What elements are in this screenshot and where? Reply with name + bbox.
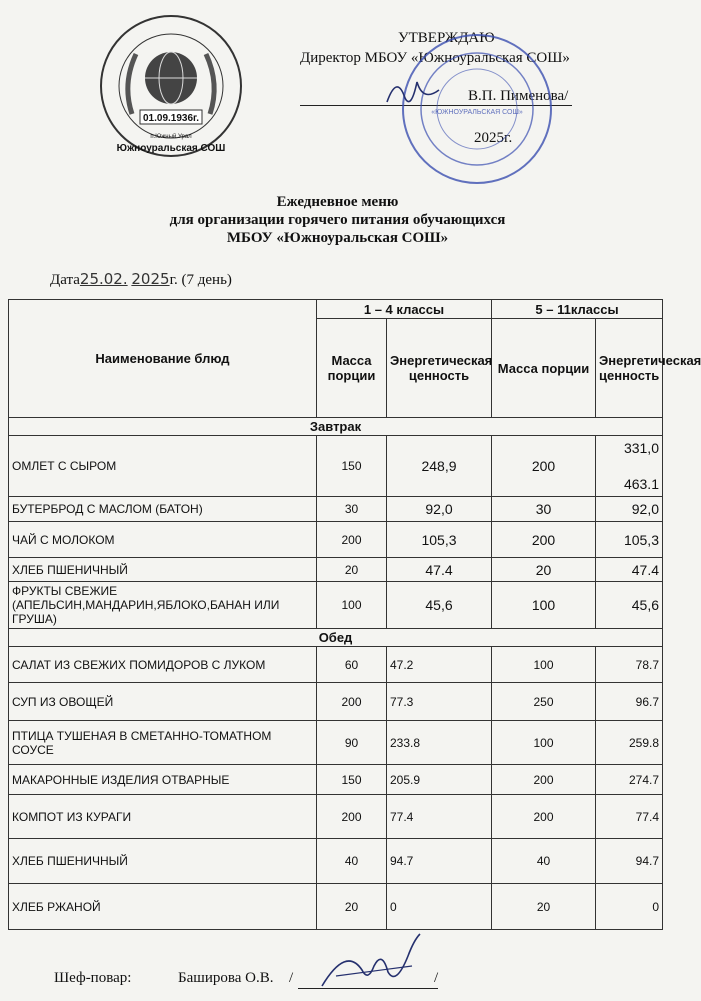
date-line <box>50 270 232 289</box>
dish-name: САЛАТ ИЗ СВЕЖИХ ПОМИДОРОВ С ЛУКОМ <box>9 647 317 683</box>
menu-table <box>8 299 701 930</box>
date-suffix: г. (7 день) <box>169 272 232 288</box>
table-row <box>9 647 663 683</box>
energy-1-4: 248,9 <box>387 436 492 497</box>
energy-5-11 <box>596 436 663 497</box>
mass-5-11: 100 <box>492 647 596 683</box>
mass-1-4: 200 <box>317 522 387 558</box>
energy-5-11: 94.7 <box>596 839 663 884</box>
mass-5-11: 30 <box>492 497 596 522</box>
chef-slash-left: / <box>289 970 294 986</box>
energy-1-4: 233.8 <box>387 721 492 765</box>
energy-1-4: 0 <box>387 884 492 930</box>
mass-1-4: 200 <box>317 683 387 721</box>
group-1-4-header: 1 – 4 классы <box>317 300 492 319</box>
dish-name: КОМПОТ ИЗ КУРАГИ <box>9 795 317 839</box>
table-row <box>9 683 663 721</box>
energy-5-11: 77.4 <box>596 795 663 839</box>
school-name-heading: МБОУ «Южноуральская СОШ» <box>226 230 449 246</box>
chef-name: Баширова О.В. <box>178 970 274 986</box>
table-row <box>9 765 663 795</box>
energy-5-11: 274.7 <box>596 765 663 795</box>
mass-5-11: 100 <box>492 721 596 765</box>
stamp-center-text: «ЮЖНОУРАЛЬСКАЯ СОШ» <box>431 109 523 116</box>
menu-subheading: для организации горячего питания обучающихся <box>169 212 506 228</box>
table-row <box>9 795 663 839</box>
table-row <box>9 522 663 558</box>
dish-name: СУП ИЗ ОВОЩЕЙ <box>9 683 317 721</box>
group-5-11-header: 5 – 11классы <box>492 300 663 319</box>
emblem-date: 01.09.1936г. <box>143 113 199 124</box>
chef-slash-right: / <box>434 970 439 986</box>
emblem-place: п.Южный Урал <box>150 134 192 140</box>
energy-5-11-value: 331,0 <box>623 440 659 456</box>
table-row <box>9 721 663 765</box>
date-value: 25.02. <box>79 270 128 288</box>
approval-year: 2025г. <box>474 130 513 146</box>
approval-position: Директор МБОУ «Южноуральская СОШ» <box>300 50 570 66</box>
mass-1-4: 200 <box>317 795 387 839</box>
energy-5-11: 105,3 <box>596 522 663 558</box>
energy-1-4: 94.7 <box>387 839 492 884</box>
energy-5-11: 259.8 <box>596 721 663 765</box>
mass-header-1: Масса порции <box>317 319 387 418</box>
mass-1-4: 60 <box>317 647 387 683</box>
dish-name: МАКАРОННЫЕ ИЗДЕЛИЯ ОТВАРНЫЕ <box>9 765 317 795</box>
dish-name: ХЛЕБ ПШЕНИЧНЫЙ <box>9 558 317 582</box>
section-lunch: Обед <box>9 629 663 647</box>
mass-1-4: 100 <box>317 582 387 629</box>
mass-header-2: Масса порции <box>492 319 596 418</box>
mass-5-11: 200 <box>492 765 596 795</box>
dish-name: ХЛЕБ ПШЕНИЧНЫЙ <box>9 839 317 884</box>
table-row <box>9 839 663 884</box>
section-row-breakfast <box>9 418 663 436</box>
energy-5-11: 92,0 <box>596 497 663 522</box>
energy-5-11: 47.4 <box>596 558 663 582</box>
dish-name: ПТИЦА ТУШЕНАЯ В СМЕТАННО-ТОМАТНОМ СОУСЕ <box>9 721 317 765</box>
mass-5-11: 40 <box>492 839 596 884</box>
energy-1-4: 77.3 <box>387 683 492 721</box>
approval-name: В.П. Пименова/ <box>468 88 569 104</box>
chef-signature-icon <box>316 926 426 998</box>
table-row <box>9 436 663 497</box>
energy-1-4: 92,0 <box>387 497 492 522</box>
energy-1-4: 205.9 <box>387 765 492 795</box>
mass-5-11: 100 <box>492 582 596 629</box>
table-row <box>9 558 663 582</box>
col-dish-header: Наименование блюд <box>9 300 317 418</box>
mass-5-11: 200 <box>492 795 596 839</box>
dish-name: ХЛЕБ РЖАНОЙ <box>9 884 317 930</box>
mass-1-4: 150 <box>317 436 387 497</box>
mass-1-4: 90 <box>317 721 387 765</box>
energy-5-11-extra: 463.1 <box>623 476 659 492</box>
date-year: 2025 <box>131 270 170 288</box>
dish-name: БУТЕРБРОД С МАСЛОМ (БАТОН) <box>9 497 317 522</box>
energy-1-4: 105,3 <box>387 522 492 558</box>
mass-1-4: 20 <box>317 558 387 582</box>
mass-1-4: 40 <box>317 839 387 884</box>
dish-name: ЧАЙ С МОЛОКОМ <box>9 522 317 558</box>
table-row <box>9 497 663 522</box>
section-row-lunch <box>9 629 663 647</box>
mass-5-11: 200 <box>492 522 596 558</box>
chef-label: Шеф-повар: <box>54 970 132 986</box>
emblem-school: Южноуральская СОШ <box>116 143 226 154</box>
energy-1-4: 77.4 <box>387 795 492 839</box>
date-label: Дата <box>50 272 80 288</box>
energy-5-11: 45,6 <box>596 582 663 629</box>
mass-1-4: 30 <box>317 497 387 522</box>
approval-title: УТВЕРЖДАЮ <box>398 30 495 46</box>
energy-5-11: 0 <box>596 884 663 930</box>
energy-header-1: Энергетическая ценность <box>387 319 492 418</box>
director-signature-icon <box>383 72 443 112</box>
menu-heading: Ежедневное меню <box>276 194 399 210</box>
mass-1-4: 150 <box>317 765 387 795</box>
mass-5-11: 250 <box>492 683 596 721</box>
table-row <box>9 884 663 930</box>
mass-5-11: 200 <box>492 436 596 497</box>
energy-header-2: Энергетическая ценность <box>596 319 663 418</box>
table-row <box>9 582 663 629</box>
mass-5-11: 20 <box>492 884 596 930</box>
dish-name: ОМЛЕТ С СЫРОМ <box>9 436 317 497</box>
energy-5-11: 96.7 <box>596 683 663 721</box>
school-emblem-icon <box>92 14 250 164</box>
dish-name: ФРУКТЫ СВЕЖИЕ (АПЕЛЬСИН,МАНДАРИН,ЯБЛОКО,БАНАН ИЛИ ГРУША) <box>9 582 317 629</box>
section-breakfast: Завтрак <box>9 418 663 436</box>
energy-1-4: 45,6 <box>387 582 492 629</box>
energy-5-11: 78.7 <box>596 647 663 683</box>
mass-1-4: 20 <box>317 884 387 930</box>
energy-1-4: 47.2 <box>387 647 492 683</box>
energy-1-4: 47.4 <box>387 558 492 582</box>
mass-5-11: 20 <box>492 558 596 582</box>
